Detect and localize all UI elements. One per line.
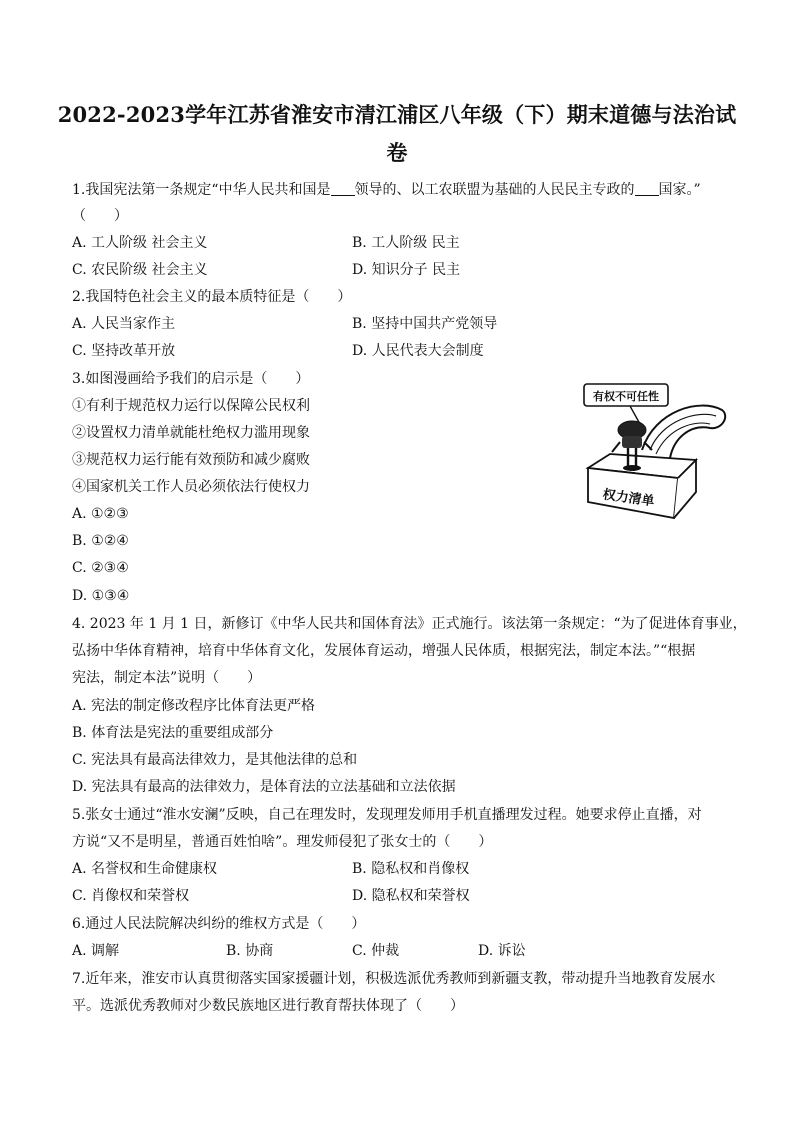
- q3-statement-3: ③规范权力运行能有效预防和减少腐败: [72, 452, 310, 468]
- q5-stem-line-2: 方说“又不是明星，普通百姓怕啥”。理发师侵犯了张女士的（ ）: [72, 834, 493, 850]
- q1-option-d: D. 知识分子 民主: [352, 262, 461, 278]
- q7-stem-line-2: 平。选派优秀教师对少数民族地区进行教育帮扶体现了（ ）: [72, 998, 464, 1014]
- q6-stem: 6.通过人民法院解决纠纷的维权方式是（ ）: [72, 916, 366, 932]
- q4-option-d: D. 宪法具有最高的法律效力，是体育法的立法基础和立法依据: [72, 779, 456, 795]
- q1-paren: （ ）: [72, 208, 128, 224]
- q1-option-b: B. 工人阶级 民主: [352, 235, 460, 251]
- title-line-2: 卷: [386, 140, 408, 165]
- q3-statement-4: ④国家机关工作人员必须依法行使权力: [72, 479, 310, 495]
- q5-option-b: B. 隐私权和肖像权: [352, 861, 470, 877]
- q6-option-b: B. 协商: [226, 943, 274, 959]
- cartoon-box-text: 权力清单: [601, 487, 656, 510]
- q5-stem-line-1: 5.张女士通过“淮水安澜”反映，自己在理发时，发现理发师用手机直播理发过程。她要求停止直播，对: [72, 807, 702, 823]
- q3-stem: 3.如图漫画给予我们的启示是（ ）: [72, 371, 310, 387]
- cartoon-sign-text: 有权不可任性: [593, 390, 659, 403]
- q3-statement-1: ①有利于规范权力运行以保障公民权利: [72, 398, 310, 414]
- q6-option-d: D. 诉讼: [478, 943, 526, 959]
- q4-option-a: A. 宪法的制定修改程序比体育法更严格: [72, 698, 316, 714]
- q6-option-a: A. 调解: [72, 943, 120, 959]
- q1-option-c: C. 农民阶级 社会主义: [72, 262, 208, 278]
- q3-statement-2: ②设置权力清单就能杜绝权力滥用现象: [72, 425, 310, 441]
- q2-option-c: C. 坚持改革开放: [72, 343, 176, 359]
- q6-option-c: C. 仲裁: [352, 943, 400, 959]
- q1-stem-part-1: 1.我国宪法第一条规定“中华人民共和国是: [72, 182, 331, 198]
- q5-option-c: C. 肖像权和荣誉权: [72, 888, 190, 904]
- q7-stem-line-1: 7.近年来，淮安市认真贯彻落实国家援疆计划，积极选派优秀教师到新疆支教，带动提升当地教育发展水: [72, 971, 716, 987]
- q3-option-b: B. ①②④: [72, 533, 129, 549]
- cartoon-chute: [642, 406, 725, 458]
- title-line-1: 2022-2023学年江苏省淮安市清江浦区八年级（下）期末道德与法治试: [57, 102, 737, 127]
- q3-option-a: A. ①②③: [72, 506, 129, 522]
- q1-stem-part-3: 国家。”: [658, 182, 701, 198]
- q3-option-c: C. ②③④: [72, 560, 129, 576]
- q4-stem-line-1: 4. 2023 年 1 月 1 日，新修订《中华人民共和国体育法》正式施行。该法第一条规定：“为了促进体育事业，: [72, 616, 747, 632]
- q2-stem: 2.我国特色社会主义的最本质特征是（ ）: [72, 289, 352, 305]
- power-list-cartoon: [570, 380, 730, 530]
- q2-option-d: D. 人民代表大会制度: [352, 343, 484, 359]
- q2-option-b: B. 坚持中国共产党领导: [352, 316, 498, 332]
- q4-stem-line-3: 宪法，制定本法”说明（ ）: [72, 670, 262, 686]
- q1-blank-1: [331, 181, 355, 196]
- q1-option-a: A. 工人阶级 社会主义: [72, 235, 208, 251]
- q1-stem-part-2: 领导的、以工农联盟为基础的人民民主专政的: [354, 182, 635, 198]
- q1-blank-2: [635, 181, 659, 196]
- q5-option-a: A. 名誉权和生命健康权: [72, 861, 218, 877]
- q3-option-d: D. ①③④: [72, 588, 130, 604]
- q1-stem: [72, 180, 701, 200]
- q4-option-c: C. 宪法具有最高法律效力，是其他法律的总和: [72, 752, 358, 768]
- q2-option-a: A. 人民当家作主: [72, 316, 176, 332]
- q4-option-b: B. 体育法是宪法的重要组成部分: [72, 725, 274, 741]
- page-title: [40, 96, 754, 172]
- q5-option-d: D. 隐私权和荣誉权: [352, 888, 470, 904]
- q4-stem-line-2: 弘扬中华体育精神，培育中华体育文化，发展体育运动，增强人民体质，根据宪法，制定本法。”“根据: [72, 643, 696, 659]
